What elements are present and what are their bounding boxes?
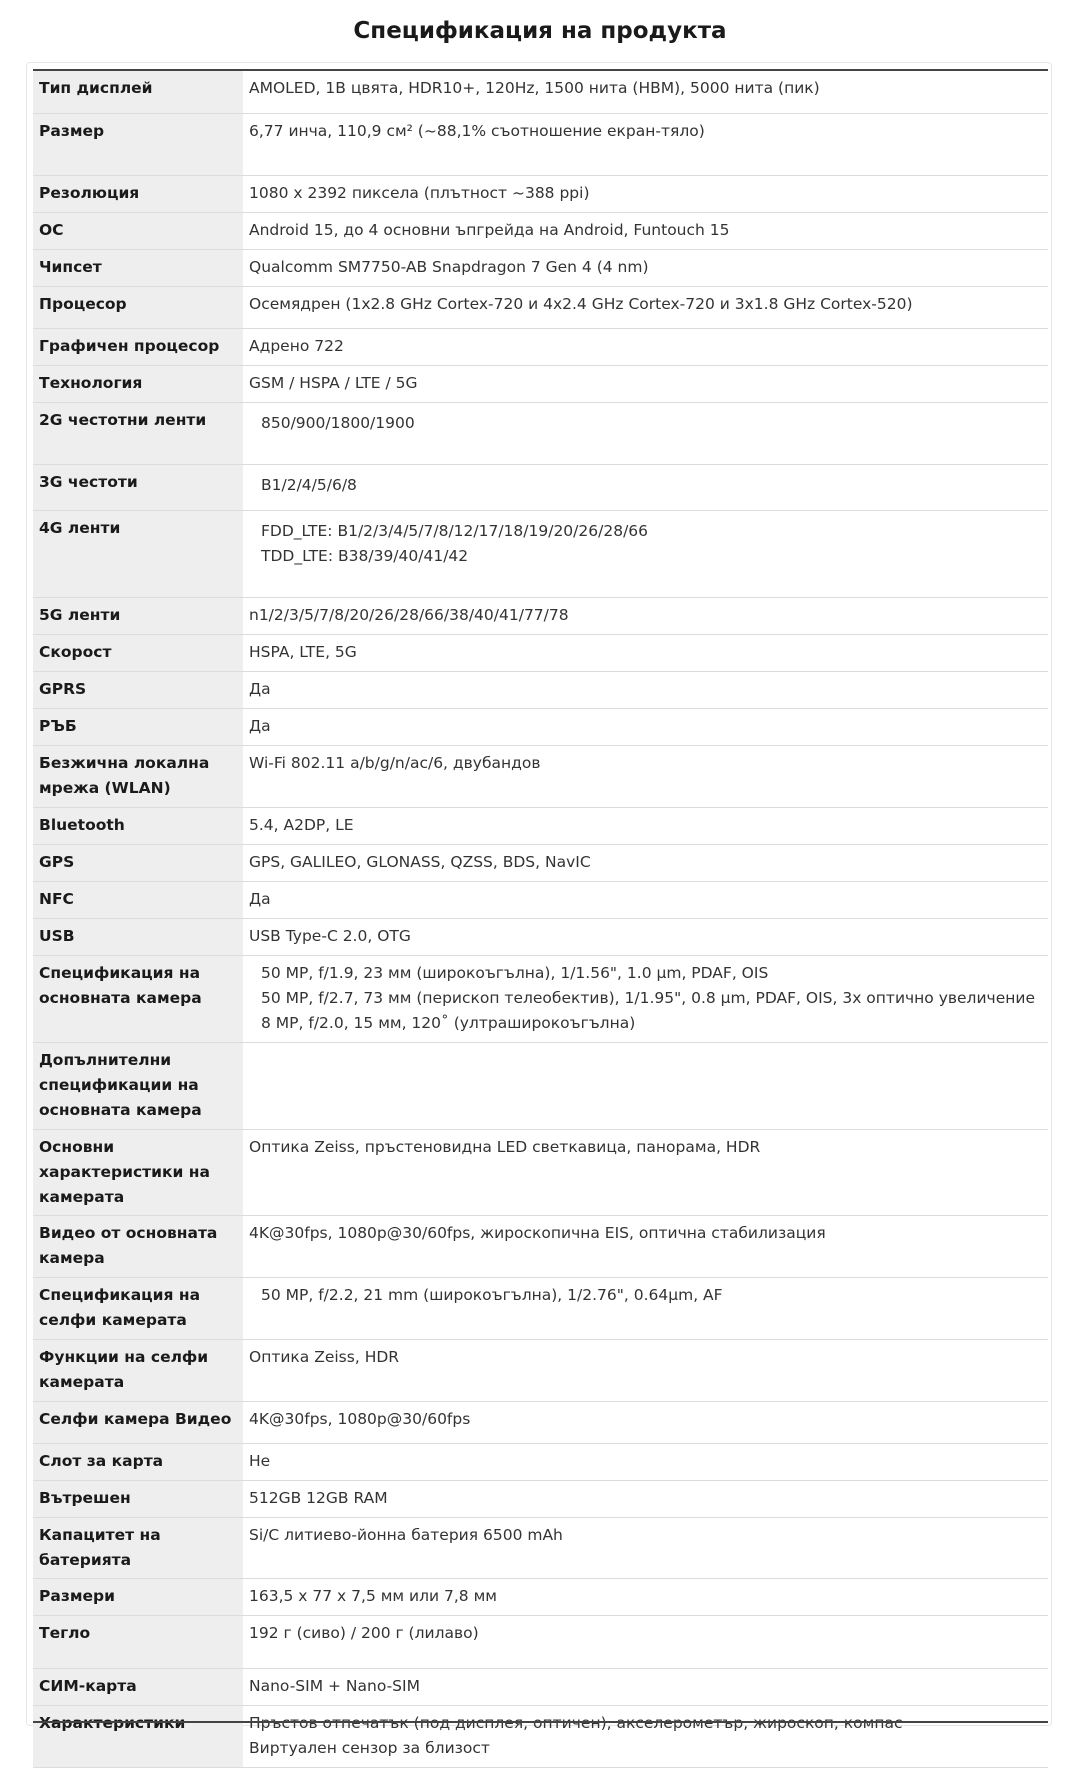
table-row <box>33 249 1048 286</box>
row-label: Спецификация на селфи камерата <box>33 1277 243 1339</box>
row-value: GPS, GALILEO, GLONASS, QZSS, BDS, NavIC <box>243 844 1048 881</box>
row-value: Да <box>243 708 1048 745</box>
table-row <box>33 212 1048 249</box>
row-label: РЪБ <box>33 708 243 745</box>
row-label: Скорост <box>33 634 243 671</box>
row-value: 5.4, A2DP, LE <box>243 807 1048 844</box>
row-value: GSM / HSPA / LTE / 5G <box>243 365 1048 402</box>
row-label: Спецификация на основната камера <box>33 955 243 1042</box>
row-label: Размер <box>33 113 243 175</box>
row-value: 512GB 12GB RAM <box>243 1480 1048 1517</box>
row-label: USB <box>33 918 243 955</box>
table-row <box>33 1277 1048 1339</box>
row-value: 850/900/1800/1900 <box>261 413 415 432</box>
row-value: Не <box>243 1443 1048 1480</box>
row-label: 5G ленти <box>33 597 243 634</box>
row-value: B1/2/4/5/6/8 <box>261 475 357 494</box>
row-value: Оптика Zeiss, HDR <box>243 1339 1048 1401</box>
row-value-line <box>249 1711 1042 1736</box>
row-value: Да <box>243 671 1048 708</box>
table-row <box>33 402 1048 464</box>
row-label: 4G ленти <box>33 510 243 597</box>
row-label: Допълнителни спецификации на основната камера <box>33 1042 243 1129</box>
table-bottom-rule <box>33 1721 1048 1723</box>
row-label: ОС <box>33 212 243 249</box>
row-label: Процесор <box>33 286 243 328</box>
row-value-line: TDD_LTE: B38/39/40/41/42 <box>261 546 469 565</box>
table-row <box>33 464 1048 510</box>
row-value: 4K@30fps, 1080p@30/60fps, жироскопична EIS, оптична стабилизация <box>243 1215 1048 1277</box>
row-label: СИМ-карта <box>33 1668 243 1705</box>
table-row <box>33 918 1048 955</box>
row-label: Тегло <box>33 1615 243 1668</box>
row-label: Основни характеристики на камерата <box>33 1129 243 1215</box>
row-label: NFC <box>33 881 243 918</box>
table-row <box>33 1129 1048 1215</box>
row-label <box>33 1705 243 1767</box>
table-row <box>33 1480 1048 1517</box>
row-value: Android 15, до 4 основни ъпгрейда на Android, Funtouch 15 <box>243 212 1048 249</box>
row-label: Bluetooth <box>33 807 243 844</box>
table-row <box>33 881 1048 918</box>
row-value: Si/C литиево-йонна батерия 6500 mAh <box>243 1517 1048 1578</box>
table-row <box>33 1339 1048 1401</box>
row-value-line: 8 MP, f/2.0, 15 мм, 120˚ (ултраширокоъгълна) <box>261 1013 636 1032</box>
row-label: 3G честоти <box>33 464 243 510</box>
table-row <box>33 175 1048 212</box>
row-value: Оптика Zeiss, пръстеновидна LED светкавица, панорама, HDR <box>243 1129 1048 1215</box>
table-row <box>33 1401 1048 1443</box>
table-row <box>33 328 1048 365</box>
row-value-line: 50 MP, f/2.7, 73 мм (перископ телеобектив), 1/1.95", 0.8 µm, PDAF, OIS, 3x оптично увеличение <box>261 988 1035 1007</box>
table-row <box>33 1443 1048 1480</box>
row-label: Чипсет <box>33 249 243 286</box>
row-value: Wi-Fi 802.11 a/b/g/n/ac/6, двубандов <box>243 745 1048 807</box>
row-value: Адрено 722 <box>243 328 1048 365</box>
row-label: Графичен процесор <box>33 328 243 365</box>
table-row <box>33 113 1048 175</box>
row-value: 50 MP, f/2.2, 21 mm (широкоъгълна), 1/2.76", 0.64µm, AF <box>261 1285 723 1304</box>
row-label: Тип дисплей <box>33 71 243 113</box>
row-value-line: FDD_LTE: B1/2/3/4/5/7/8/12/17/18/19/20/26/28/66 <box>261 521 649 540</box>
table-row <box>33 807 1048 844</box>
table-row <box>33 597 1048 634</box>
table-row <box>33 286 1048 328</box>
table-row <box>33 634 1048 671</box>
row-value: Qualcomm SM7750-AB Snapdragon 7 Gen 4 (4 nm) <box>243 249 1048 286</box>
row-label: Слот за карта <box>33 1443 243 1480</box>
table-row <box>33 71 1048 113</box>
row-label: Размери <box>33 1578 243 1615</box>
table-row <box>33 1042 1048 1129</box>
row-value: Да <box>243 881 1048 918</box>
table-row <box>33 844 1048 881</box>
row-value: USB Type-C 2.0, OTG <box>243 918 1048 955</box>
row-value-line: 50 MP, f/1.9, 23 мм (широкоъгълна), 1/1.56", 1.0 µm, PDAF, OIS <box>261 963 769 982</box>
table-row <box>33 365 1048 402</box>
row-label: Резолюция <box>33 175 243 212</box>
row-label: Вътрешен <box>33 1480 243 1517</box>
row-value: 192 г (сиво) / 200 г (лилаво) <box>243 1615 1048 1668</box>
row-value: n1/2/3/5/7/8/20/26/28/66/38/40/41/77/78 <box>243 597 1048 634</box>
table-row <box>33 1668 1048 1705</box>
row-value: Nano-SIM + Nano-SIM <box>243 1668 1048 1705</box>
row-label: Видео от основната камера <box>33 1215 243 1277</box>
table-row <box>33 708 1048 745</box>
row-value: Осемядрен (1x2.8 GHz Cortex-720 и 4x2.4 GHz Cortex-720 и 3x1.8 GHz Cortex-520) <box>243 286 1048 328</box>
row-value: AMOLED, 1B цвята, HDR10+, 120Hz, 1500 нита (HBM), 5000 нита (пик) <box>243 71 1048 113</box>
row-label: Функции на селфи камерата <box>33 1339 243 1401</box>
row-value-line: Виртуален сензор за близост <box>249 1738 490 1757</box>
table-row <box>33 1578 1048 1615</box>
row-value: 1080 x 2392 пиксела (плътност ~388 ppi) <box>243 175 1048 212</box>
spec-table <box>33 71 1048 1768</box>
table-row <box>33 955 1048 1042</box>
row-label: Безжична локална мрежа (WLAN) <box>33 745 243 807</box>
row-value: HSPA, LTE, 5G <box>243 634 1048 671</box>
table-row <box>33 671 1048 708</box>
row-label: Технология <box>33 365 243 402</box>
row-label: Селфи камера Видео <box>33 1401 243 1443</box>
table-row <box>33 1517 1048 1578</box>
row-label: 2G честотни ленти <box>33 402 243 464</box>
table-row <box>33 510 1048 597</box>
row-label: Капацитет на батерията <box>33 1517 243 1578</box>
row-label: GPS <box>33 844 243 881</box>
row-label: GPRS <box>33 671 243 708</box>
table-row <box>33 1705 1048 1767</box>
row-value: 163,5 x 77 x 7,5 мм или 7,8 мм <box>243 1578 1048 1615</box>
page-title: Спецификация на продукта <box>353 18 727 44</box>
row-value <box>243 1042 1048 1129</box>
table-row <box>33 745 1048 807</box>
table-row <box>33 1615 1048 1668</box>
row-value: 4K@30fps, 1080p@30/60fps <box>243 1401 1048 1443</box>
table-row <box>33 1215 1048 1277</box>
row-value: 6,77 инча, 110,9 см² (~88,1% съотношение екран-тяло) <box>243 113 1048 175</box>
